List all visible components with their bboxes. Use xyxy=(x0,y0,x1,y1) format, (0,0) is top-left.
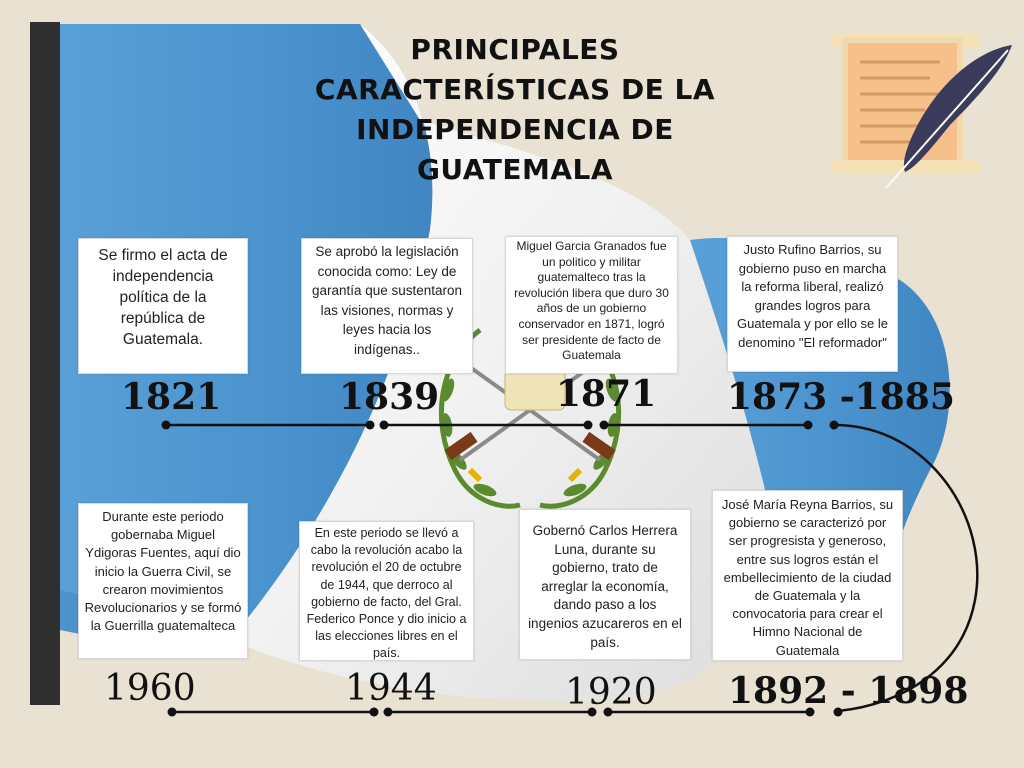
title-line-3: INDEPENDENCIA DE xyxy=(356,113,674,146)
event-text: En este periodo se llevó a cabo la revolución acabo la revolución el 20 de octubre de 1944, que derroco al gobierno de facto, del Gral. Federico Ponce y dio inicio a las elecciones libres en el país. xyxy=(306,526,467,661)
year-label-1873-1885: 1873 -1885 xyxy=(727,376,955,418)
event-text: Gobernó Carlos Herrera Luna, durante su gobierno, trato de arreglar la economía, dando paso a los ingenios azucareros en el país. xyxy=(528,523,682,650)
event-card-1839 xyxy=(301,238,473,374)
year-label-1960: 1960 xyxy=(104,668,196,709)
event-card-1960 xyxy=(78,503,248,659)
event-card-1871 xyxy=(505,236,678,374)
year-label-1944: 1944 xyxy=(345,668,437,709)
event-text: Se aprobó la legislación conocida como: Ley de garantía que sustentaron las visiones, normas y leyes hacia los indígenas.. xyxy=(311,244,463,357)
event-text: José María Reyna Barrios, su gobierno se caracterizó por ser progresista y generoso, entre sus logros están el embellecimiento de la ciudad de Guatemala y la convocatoria para crear el Himno Nacional de Guatemala xyxy=(721,497,894,658)
event-card-1920 xyxy=(519,509,691,660)
year-label-1821: 1821 xyxy=(121,376,222,418)
event-card-1892-1898 xyxy=(712,490,903,661)
event-card-1944 xyxy=(299,521,474,661)
title-line-4: GUATEMALA xyxy=(416,153,614,186)
title-line-1: PRINCIPALES xyxy=(410,33,620,66)
event-card-1821 xyxy=(78,238,248,374)
year-label-1871: 1871 xyxy=(556,373,657,415)
event-card-1873-1885 xyxy=(727,236,898,372)
event-text: Justo Rufino Barrios, su gobierno puso en marcha la reforma liberal, realizó grandes logros para Guatemala y por ello se le denomino "El reformador" xyxy=(736,242,889,350)
title-line-2: CARACTERÍSTICAS DE LA xyxy=(314,73,716,106)
event-text: Miguel Garcia Granados fue un politico y militar guatemalteco tras la revolución libera que duro 30 años de un gobierno conservador en 1871, logró ser presidente de facto de Guatemala xyxy=(514,239,669,363)
year-label-1839: 1839 xyxy=(339,376,440,418)
event-text: Durante este periodo gobernaba Miguel Ydigoras Fuentes, aquí dio inicio la Guerra Civil, se crearon movimientos Revolucionarios y se formó la Guerrilla guatemalteca xyxy=(84,509,242,634)
event-text: Se firmo el acta de independencia política de la república de Guatemala. xyxy=(98,247,228,348)
year-label-1892-1898: 1892 - 1898 xyxy=(728,670,969,712)
year-label-1920: 1920 xyxy=(565,672,657,713)
